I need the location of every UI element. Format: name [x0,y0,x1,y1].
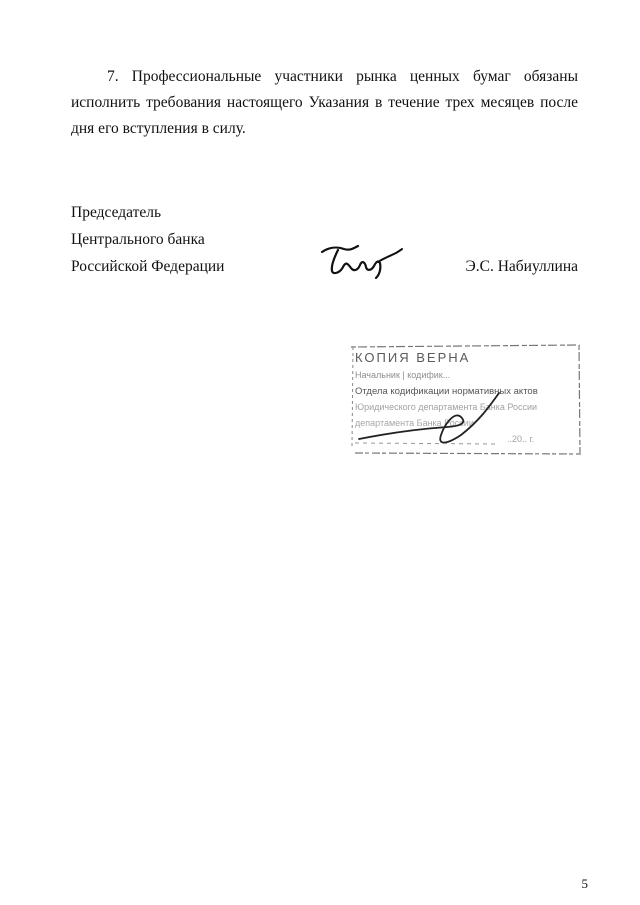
svg-text:департамента Банка России: департамента Банка России [355,418,474,428]
svg-text:КОПИЯ ВЕРНА: КОПИЯ ВЕРНА [355,350,471,365]
svg-text:Отдела кодификации нормативных: Отдела кодификации нормативных актов [355,386,538,397]
handwritten-signature [318,240,404,280]
clause-7 [71,64,578,142]
certification-stamp [349,343,581,460]
svg-text:Начальник | кодифик...: Начальник | кодифик... [355,370,451,380]
position-line-1: Председатель [71,204,162,221]
svg-text:..20.. г.: ..20.. г. [507,434,535,444]
position-line-2: Центрального банка [71,231,205,248]
clause-7-text: 7. Профессиональные участники рынка ценных бумаг обязаны исполнить требования настоящего Указания в течение трех месяцев после дня его вступления в силу. [71,68,578,137]
page-number: 5 [581,876,588,891]
svg-text:Юридического департамента Банк: Юридического департамента Банка России [355,402,538,412]
signer-name: Э.С. Набиуллина [465,258,578,275]
position-line-3: Российской Федерации [71,258,225,275]
